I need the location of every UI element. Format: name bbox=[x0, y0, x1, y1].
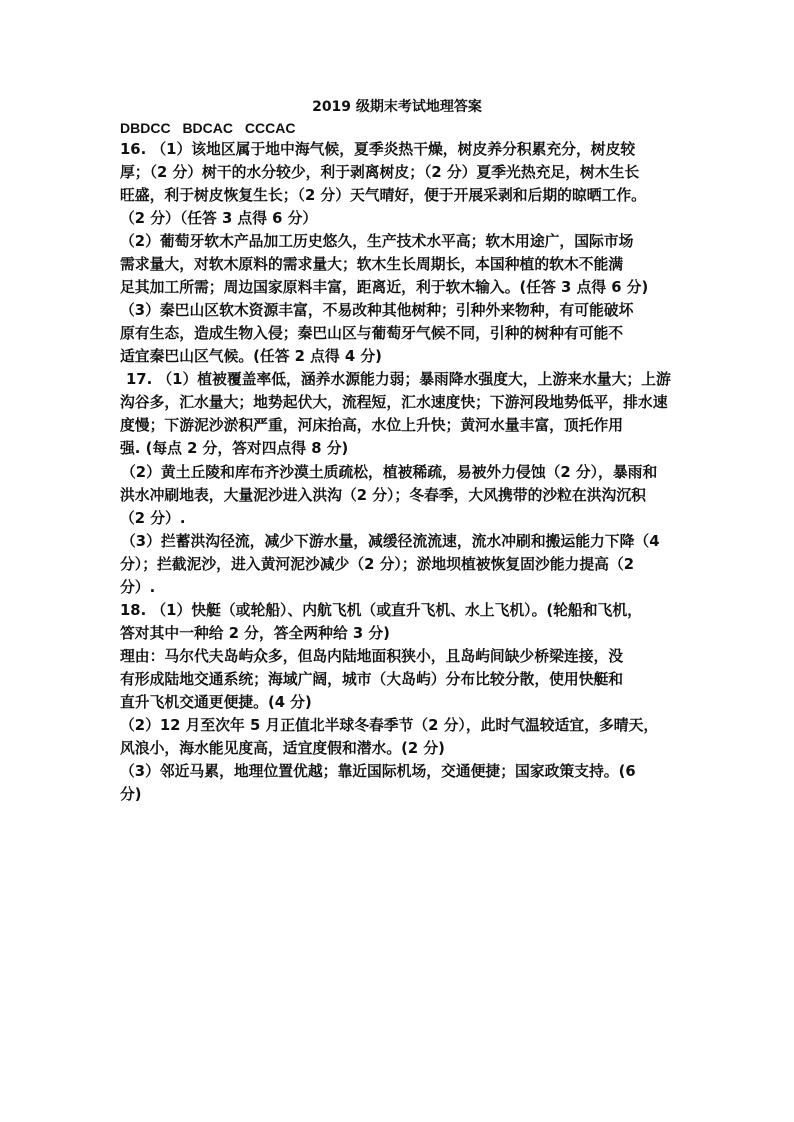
answer-line: （3）秦巴山区软木资源丰富，不易改种其他树种；引种外来物种，有可能破坏 bbox=[120, 302, 634, 319]
answer-line: 厚；（2 分）树干的水分较少，利于剥离树皮；（2 分）夏季光热充足，树木生长 bbox=[120, 164, 640, 181]
document-title: 2019 级期末考试地理答案 bbox=[312, 99, 482, 115]
answer-line: 度慢；下游泥沙淤积严重，河床抬高，水位上升快；黄河水量丰富，顶托作用 bbox=[120, 417, 624, 434]
answer-line: 需求量大，对软木原料的需求量大；软木生长周期长，本国种植的软木不能满 bbox=[120, 256, 624, 273]
answer-line: 有形成陆地交通系统；海域广阔，城市（大岛屿）分布比较分散，使用快艇和 bbox=[120, 671, 624, 688]
answer-line: 分) bbox=[120, 786, 142, 803]
answer-line: 分）. bbox=[120, 579, 156, 596]
answer-line: 直升飞机交通更便捷。(4 分) bbox=[120, 694, 312, 711]
answer-line: 原有生态，造成生物入侵；秦巴山区与葡萄牙气候不同，引种的树种有可能不 bbox=[120, 325, 624, 342]
answer-line: 分）；拦截泥沙，进入黄河泥沙减少（2 分）；淤地坝植被恢复固沙能力提高（2 bbox=[120, 556, 635, 573]
answer-line: 适宜秦巴山区气候。(任答 2 点得 4 分) bbox=[120, 348, 382, 365]
answer-line: 16. （1）该地区属于地中海气候，夏季炎热干燥，树皮养分积累充分，树皮较 bbox=[120, 141, 636, 158]
answer-line: 足其加工所需；周边国家原料丰富，距离近，利于软木输入。(任答 3 点得 6 分) bbox=[120, 279, 649, 296]
answer-line: 理由：马尔代夫岛屿众多，但岛内陆地面积狭小，且岛屿间缺少桥梁连接，没 bbox=[120, 648, 624, 665]
answer-line: （2）葡萄牙软木产品加工历史悠久，生产技术水平高；软木用途广，国际市场 bbox=[120, 233, 634, 250]
answer-line: 风浪小，海水能见度高，适宜度假和潜水。(2 分) bbox=[120, 740, 445, 757]
answer-line: 旺盛，利于树皮恢复生长；（2 分）天气晴好，便于开展采剥和后期的晾晒工作。 bbox=[120, 187, 646, 204]
answer-line: （3）拦蓄洪沟径流，减少下游水量，减缓径流流速，流水冲刷和搬运能力下降（4 bbox=[121, 533, 660, 550]
answer-line: （3）邻近马累，地理位置优越；靠近国际机场，交通便捷；国家政策支持。(6 bbox=[120, 763, 636, 780]
answer-line: 18. （1）快艇（或轮船）、内航飞机（或直升飞机、水上飞机）。(轮船和飞机， bbox=[120, 602, 642, 619]
answer-line: 17. （1）植被覆盖率低，涵养水源能力弱；暴雨降水强度大，上游来水量大；上游 bbox=[126, 371, 671, 388]
answer-line: （2）黄土丘陵和库布齐沙漠土质疏松，植被稀疏，易被外力侵蚀（2 分），暴雨和 bbox=[121, 464, 658, 481]
answer-line: 洪水冲刷地表，大量泥沙进入洪沟（2 分）；冬春季，大风携带的沙粒在洪沟沉积 bbox=[120, 487, 646, 504]
answer-line: 强. (每点 2 分，答对四点得 8 分) bbox=[120, 440, 349, 457]
answer-line: 沟谷多，汇水量大；地势起伏大，流程短，汇水速度快；下游河段地势低平，排水速 bbox=[120, 394, 668, 411]
answer-line: （2 分）. bbox=[120, 510, 186, 527]
multiple-choice-answers: DBDCC BDCAC CCCAC bbox=[120, 120, 296, 136]
answer-line: （2 分）（任答 3 点得 6 分） bbox=[120, 210, 318, 227]
answer-line: 答对其中一种给 2 分，答全两种给 3 分) bbox=[120, 625, 390, 642]
answer-line: （2）12 月至次年 5 月正值北半球冬春季节（2 分），此时气温较适宜，多晴天， bbox=[120, 717, 659, 734]
